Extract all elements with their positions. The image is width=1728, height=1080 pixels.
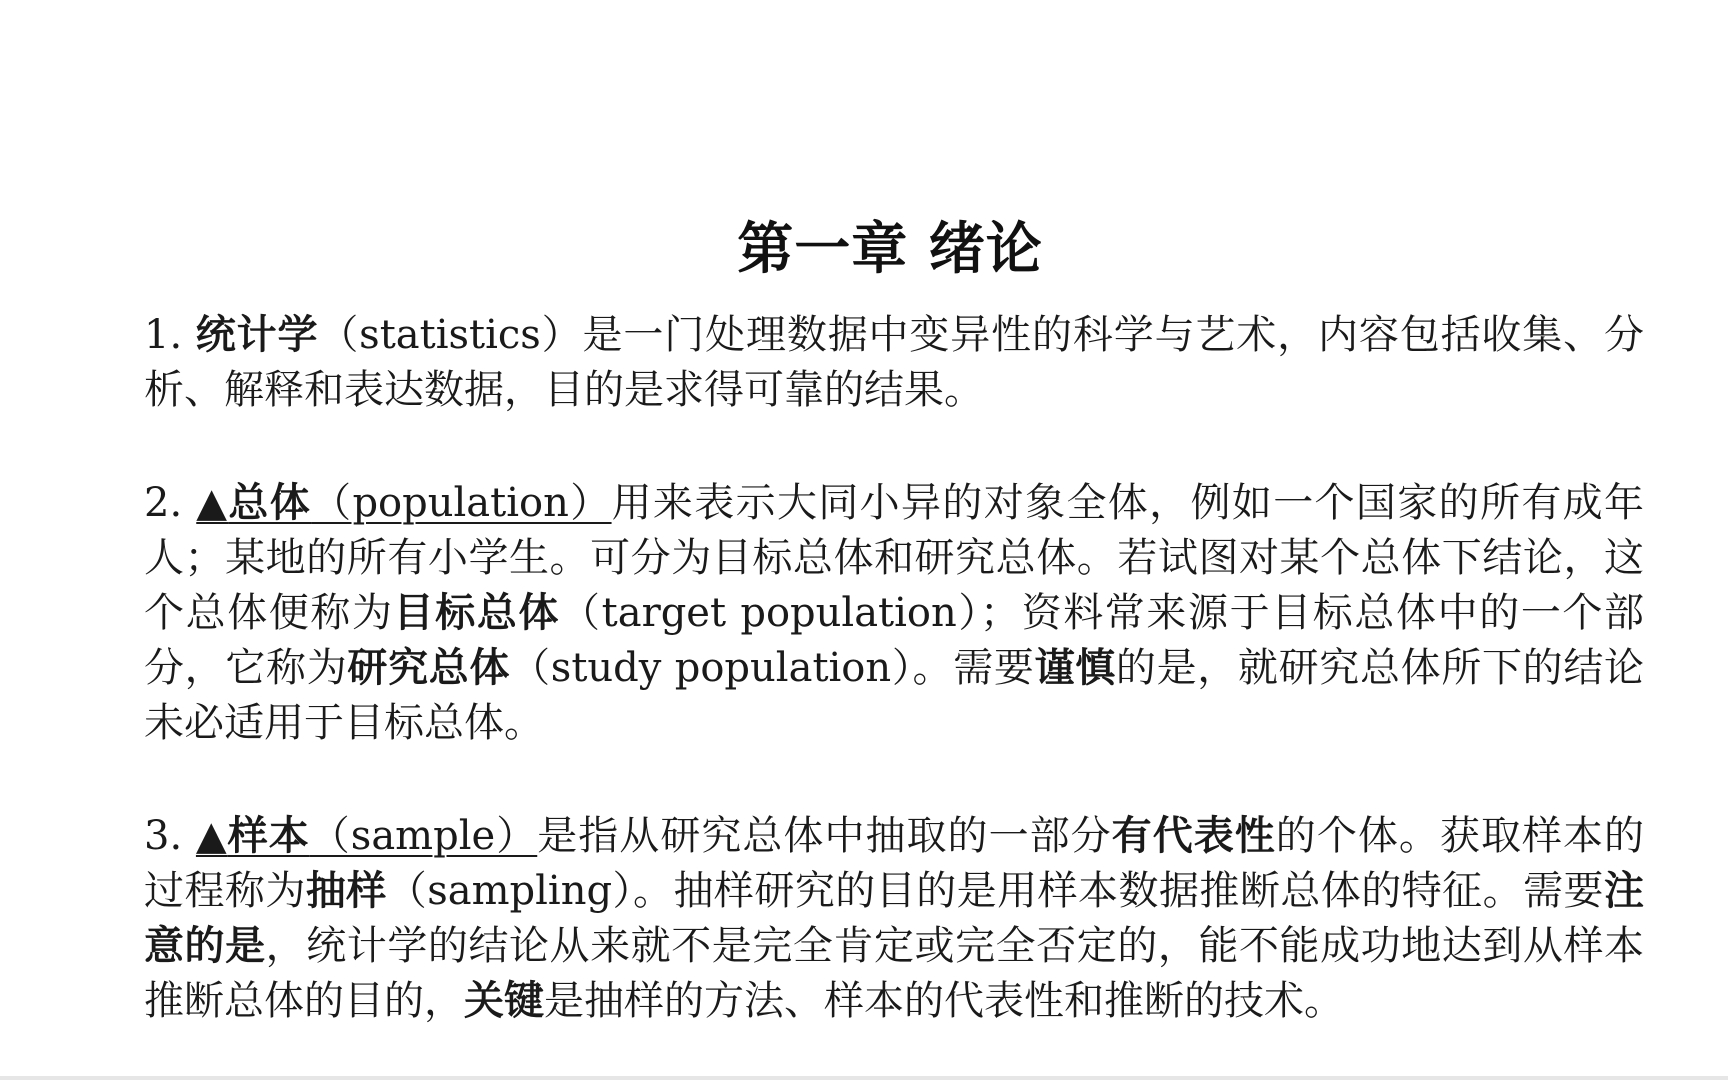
paragraph-text: 是指从研究总体中抽取的一部分 xyxy=(537,813,1112,859)
paragraph-text: ；资料常来源于目标总体中的一个部分，它称为 xyxy=(144,590,1645,691)
term-statistics-en: （statistics） xyxy=(318,312,583,358)
paragraph-1 xyxy=(144,308,1644,418)
term-population-underlined xyxy=(196,480,611,526)
emphasis-note: 注意的是 xyxy=(144,868,1645,969)
term-sample: 样本 xyxy=(227,813,310,859)
term-population-en: （population） xyxy=(311,480,612,526)
paragraph-text: 是一门处理数据中变异性的科学与艺术，内容包括收集、分析、解释和表达数据，目的是求得可靠的结果。 xyxy=(144,312,1645,413)
document-body xyxy=(144,308,1644,1029)
emphasis-caution: 谨慎 xyxy=(1034,645,1116,691)
term-sampling: 抽样 xyxy=(305,868,387,914)
triangle-marker-icon: ▲ xyxy=(195,813,228,859)
paragraph-number: 3. xyxy=(144,813,183,859)
paragraph-text: 用来表示大同小异的对象全体，例如一个国家的所有成年人；某地的所有小学生。可分为目标总体和研究总体。若试图对某个总体下结论，这个总体便称为 xyxy=(144,480,1645,636)
term-sample-en: （sample） xyxy=(309,813,538,859)
paragraph-text: 是抽样的方法、样本的代表性和推断的技术。 xyxy=(544,978,1344,1024)
term-sampling-en: （sampling） xyxy=(386,868,634,914)
paragraph-text: 的是，就研究总体所下的结论未必适用于目标总体。 xyxy=(144,645,1645,746)
paragraph-2 xyxy=(144,476,1644,751)
chapter-title: 第一章 绪论 xyxy=(737,217,1043,282)
term-study-population: 研究总体 xyxy=(347,645,511,691)
paragraph-text: ，统计学的结论从来就不是完全肯定或完全否定的，能不能成功地达到从样本推断总体的目的， xyxy=(144,923,1645,1024)
triangle-marker-icon: ▲ xyxy=(196,480,229,526)
term-sample-underlined xyxy=(196,813,537,859)
paragraph-3 xyxy=(144,809,1644,1029)
paragraph-text: 。抽样研究的目的是用样本数据推断总体的特征。需要 xyxy=(633,868,1605,914)
term-study-population-en: （study population） xyxy=(510,645,913,691)
term-statistics: 统计学 xyxy=(195,312,319,358)
paragraph-text: 。需要 xyxy=(912,645,1035,691)
term-target-population: 目标总体 xyxy=(393,590,561,636)
term-population: 总体 xyxy=(228,480,312,526)
paragraph-number: 1. xyxy=(144,312,183,358)
term-target-population-en: （target population） xyxy=(560,590,980,636)
emphasis-key: 关键 xyxy=(464,978,544,1024)
bottom-divider xyxy=(0,1076,1728,1080)
paragraph-text: 的个体。获取样本的过程称为 xyxy=(144,813,1645,914)
emphasis-representative: 有代表性 xyxy=(1111,813,1276,859)
paragraph-number: 2. xyxy=(144,480,183,526)
